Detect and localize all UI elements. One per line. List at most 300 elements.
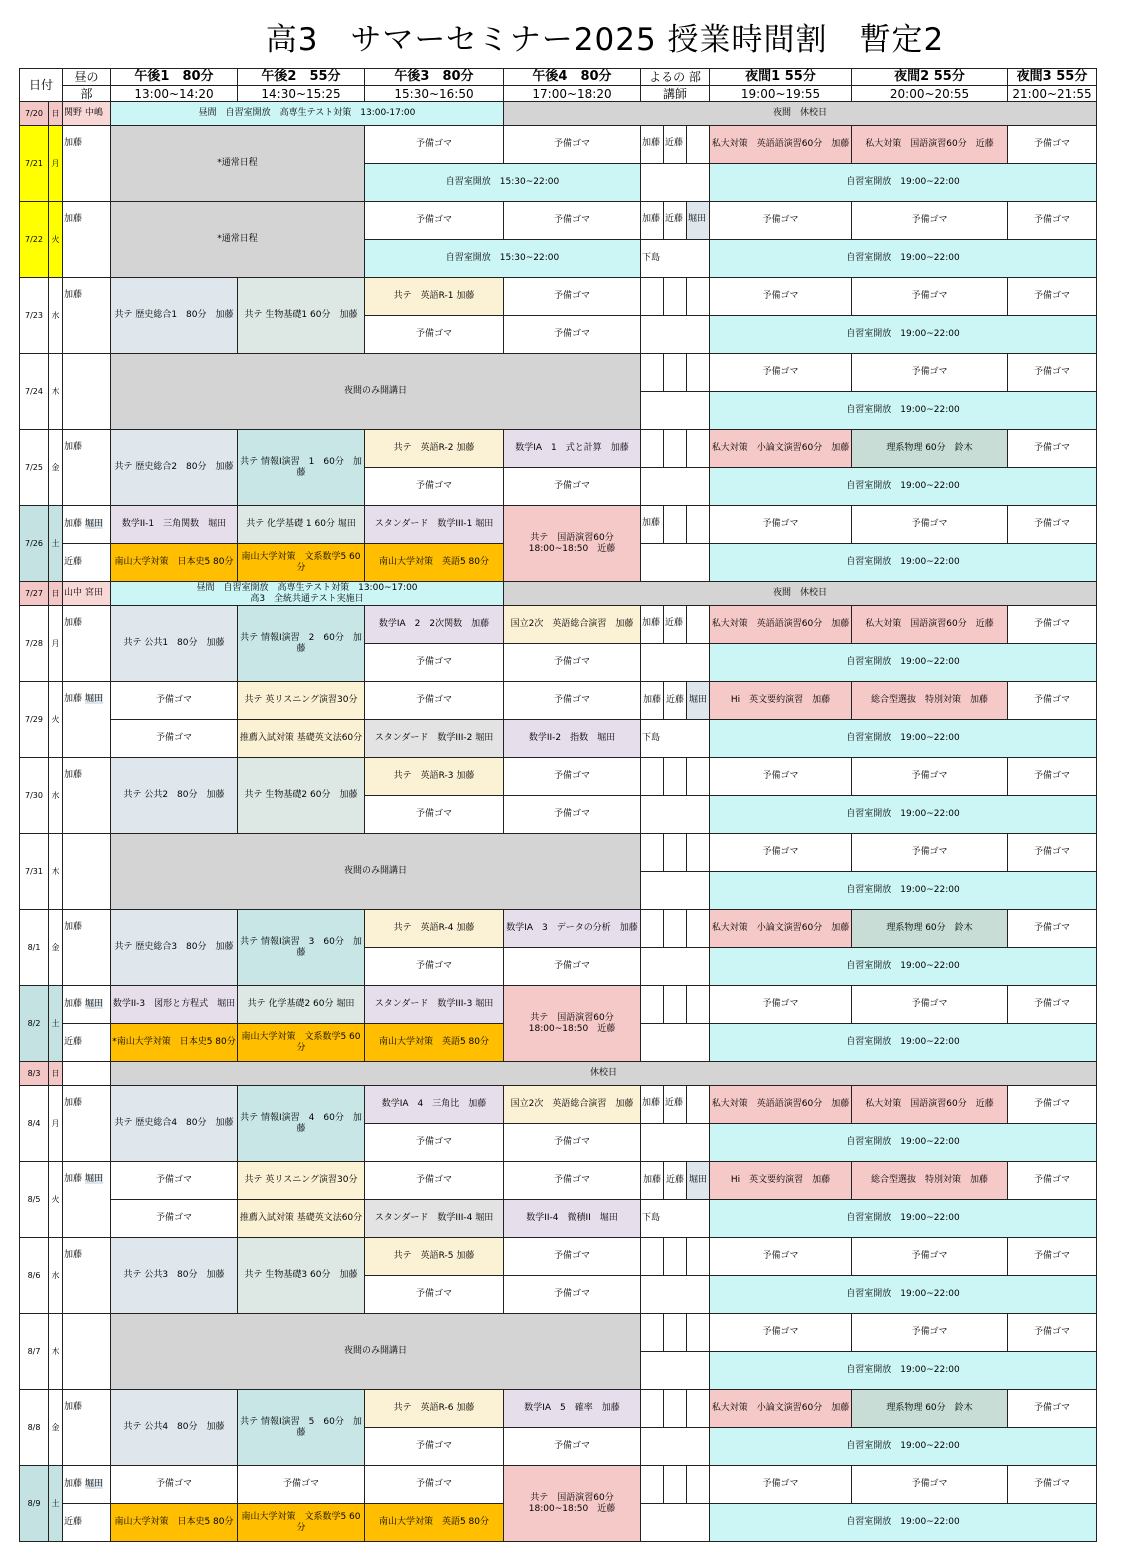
n1-cell: 私大対策 英語語演習60分 加藤 (710, 126, 852, 164)
header-p1: 午後1 80分 (111, 69, 238, 86)
day-session (111, 102, 504, 126)
p1-cell: 共テ 公共2 80分 加藤 (111, 758, 238, 834)
date-cell: 8/9 (20, 1466, 49, 1542)
night-study-room: 自習室開放 19:00~22:00 (710, 1124, 1097, 1162)
weekday-cell: 火 (49, 682, 63, 758)
teacher-cell: 加藤 (63, 1086, 111, 1162)
n3-cell: 予備ゴマ (1008, 682, 1097, 720)
p3-cell: 予備ゴマ (365, 1124, 504, 1162)
n2-cell: 理系物理 60分 鈴木 (852, 910, 1008, 948)
teacher-name: 加藤 (64, 519, 83, 529)
teacher-cell: 加藤 (63, 758, 111, 834)
weekday-cell: 火 (49, 1162, 63, 1238)
date-cell: 8/4 (20, 1086, 49, 1162)
p3-cell: 共テ 英語R-1 加藤 (365, 278, 504, 316)
weekday-cell: 日 (49, 102, 63, 126)
n1-cell: Hi 英文要約演習 加藤 (710, 682, 852, 720)
night-teacher: 堀田 (687, 682, 710, 720)
night-study-room: 自習室開放 19:00~22:00 (710, 240, 1097, 278)
night-closed: 夜間 休校日 (504, 582, 1097, 606)
n2-cell: 予備ゴマ (852, 1466, 1008, 1504)
header-date: 日付 (20, 69, 63, 102)
night-teacher: 加藤 (641, 1162, 664, 1200)
night-teacher (687, 758, 710, 796)
p3-cell: スタンダード 数学III-3 堀田 (365, 986, 504, 1024)
weekday-cell: 金 (49, 430, 63, 506)
p1-cell: 予備ゴマ (111, 1466, 238, 1504)
weekday-cell: 日 (49, 582, 63, 606)
n2-cell: 予備ゴマ (852, 354, 1008, 392)
day-session (111, 582, 504, 606)
session-label: 昼間 自習室開放 高専生テスト対策 13:00~17:00 (196, 582, 418, 593)
night-teacher (641, 948, 710, 986)
p3-cell: 共テ 英語R-5 加藤 (365, 1238, 504, 1276)
p2-cell: 共テ 化学基礎2 60分 堀田 (238, 986, 365, 1024)
night-teacher (641, 1024, 710, 1062)
teacher-cell (63, 102, 111, 126)
night-teacher (687, 1086, 710, 1124)
teacher-name: 堀田 (85, 694, 104, 704)
date-cell: 8/8 (20, 1390, 49, 1466)
night-teacher (664, 278, 687, 316)
header-p3-time: 15:30~16:50 (365, 86, 504, 102)
n3-cell: 予備ゴマ (1008, 430, 1097, 468)
p4-cell: 共テ 国語演習60分 18:00~18:50 近藤 (504, 986, 641, 1062)
weekday-cell: 土 (49, 986, 63, 1062)
date-cell: 7/26 (20, 506, 49, 582)
night-teacher (664, 1390, 687, 1428)
n1-cell: 予備ゴマ (710, 278, 852, 316)
teacher-cell (63, 1466, 111, 1504)
header-n3: 夜間3 55分 (1008, 69, 1097, 86)
night-teacher (664, 1314, 687, 1352)
night-teacher (641, 1276, 710, 1314)
night-teacher (641, 354, 664, 392)
p2-cell: 南山大学対策 文系数学5 60分 (238, 544, 365, 582)
p3-cell: 予備ゴマ (365, 948, 504, 986)
p2-cell: 予備ゴマ (238, 1466, 365, 1504)
header-p1-time: 13:00~14:20 (111, 86, 238, 102)
p2-cell: 共テ 英リスニング演習30分 (238, 682, 365, 720)
n3-cell: 予備ゴマ (1008, 354, 1097, 392)
n1-cell: 予備ゴマ (710, 506, 852, 544)
p3-cell: 予備ゴマ (365, 202, 504, 240)
p1-cell: 共テ 歴史総合2 80分 加藤 (111, 430, 238, 506)
night-closed: 夜間 休校日 (504, 102, 1097, 126)
p4-cell: 予備ゴマ (504, 948, 641, 986)
p4-cell: 予備ゴマ (504, 682, 641, 720)
night-teacher (664, 758, 687, 796)
n3-cell: 予備ゴマ (1008, 202, 1097, 240)
p4-cell: 予備ゴマ (504, 316, 641, 354)
teacher-cell: 加藤 (63, 606, 111, 682)
n1-cell: 私大対策 小論文演習60分 加藤 (710, 1390, 852, 1428)
p4-cell: 国立2次 英語総合演習 加藤 (504, 1086, 641, 1124)
n3-cell: 予備ゴマ (1008, 1314, 1097, 1352)
p3-cell: 南山大学対策 英語5 80分 (365, 1024, 504, 1062)
night-teacher (687, 1314, 710, 1352)
p3-cell: 数学IA 2 2次関数 加藤 (365, 606, 504, 644)
night-study-room: 自習室開放 19:00~22:00 (710, 544, 1097, 582)
teacher-cell: 加藤 (63, 1390, 111, 1466)
n1-cell: 私大対策 英語語演習60分 加藤 (710, 606, 852, 644)
p3-cell: 予備ゴマ (365, 796, 504, 834)
p3-cell: 予備ゴマ (365, 644, 504, 682)
teacher-cell (63, 1062, 111, 1086)
header-p2-time: 14:30~15:25 (238, 86, 365, 102)
p4-cell: 共テ 国語演習60分 18:00~18:50 近藤 (504, 506, 641, 582)
date-cell: 7/31 (20, 834, 49, 910)
night-teacher (641, 544, 710, 582)
p1-cell: 南山大学対策 日本史5 80分 (111, 544, 238, 582)
p2-cell: 共テ 生物基礎1 60分 加藤 (238, 278, 365, 354)
date-cell: 8/3 (20, 1062, 49, 1086)
p4-cell: 予備ゴマ (504, 126, 641, 164)
n3-cell: 予備ゴマ (1008, 986, 1097, 1024)
p3-cell: 共テ 英語R-4 加藤 (365, 910, 504, 948)
weekday-cell: 土 (49, 506, 63, 582)
n1-cell: 私大対策 小論文演習60分 加藤 (710, 430, 852, 468)
n2-cell: 私大対策 国語演習60分 近藤 (852, 1086, 1008, 1124)
weekday-cell: 水 (49, 1238, 63, 1314)
night-study-room: 自習室開放 19:00~22:00 (710, 1276, 1097, 1314)
p1-cell: 共テ 歴史総合4 80分 加藤 (111, 1086, 238, 1162)
header-p4-time: 17:00~18:20 (504, 86, 641, 102)
p1-cell: 数学II-1 三角関数 堀田 (111, 506, 238, 544)
teacher-cell (63, 682, 111, 758)
p4-cell: 共テ 国語演習60分 18:00~18:50 近藤 (504, 1466, 641, 1542)
p1-cell: 共テ 公共1 80分 加藤 (111, 606, 238, 682)
header-hiru: 昼の (63, 69, 111, 86)
teacher-cell: 加藤 (63, 1238, 111, 1314)
night-study-room: 自習室開放 19:00~22:00 (710, 316, 1097, 354)
night-study-room: 自習室開放 19:00~22:00 (710, 1504, 1097, 1542)
p4-cell: 予備ゴマ (504, 796, 641, 834)
n3-cell: 予備ゴマ (1008, 758, 1097, 796)
n2-cell: 予備ゴマ (852, 278, 1008, 316)
teacher-name: 堀田 (85, 1479, 104, 1489)
date-cell: 7/21 (20, 126, 49, 202)
p3-cell: 共テ 英語R-6 加藤 (365, 1390, 504, 1428)
p1-cell: 共テ 公共4 80分 加藤 (111, 1390, 238, 1466)
night-teacher (687, 986, 710, 1024)
teacher-name: 堀田 (85, 519, 104, 529)
p4-cell: 数学IA 3 データの分析 加藤 (504, 910, 641, 948)
p4-cell: 数学II-2 指数 堀田 (504, 720, 641, 758)
date-cell: 7/28 (20, 606, 49, 682)
study-room: 自習室開放 15:30~22:00 (365, 164, 641, 202)
night-teacher (641, 1390, 664, 1428)
night-teacher: 近藤 (664, 126, 687, 164)
weekday-cell: 金 (49, 1390, 63, 1466)
n2-cell: 総合型選抜 特別対策 加藤 (852, 682, 1008, 720)
p1-cell: 共テ 歴史総合3 80分 加藤 (111, 910, 238, 986)
session-label: 高3 全統共通テスト実施日 (250, 593, 364, 604)
night-teacher (641, 758, 664, 796)
weekday-cell: 水 (49, 758, 63, 834)
page-title: 高3 サマーセミナー2025 授業時間割 暫定2 (265, 22, 945, 58)
night-teacher (641, 1466, 664, 1504)
n3-cell: 予備ゴマ (1008, 910, 1097, 948)
teacher-cell: 近藤 (63, 1504, 111, 1542)
teacher-name: 加藤 (64, 1174, 83, 1184)
teacher-cell (63, 986, 111, 1024)
normal-schedule: *通常日程 (111, 126, 365, 202)
teacher-name: 堀田 (85, 999, 104, 1009)
night-only: 夜間のみ開講日 (111, 834, 641, 910)
night-teacher: 加藤 (641, 606, 664, 644)
n2-cell: 予備ゴマ (852, 1238, 1008, 1276)
night-teacher: 加藤 (641, 202, 664, 240)
teacher-name: 堀田 (85, 1174, 104, 1184)
night-teacher (664, 430, 687, 468)
date-cell: 8/1 (20, 910, 49, 986)
p4-cell: 数学II-4 微積II 堀田 (504, 1200, 641, 1238)
teacher-cell (63, 834, 111, 910)
p2-cell: 共テ 情報I演習 3 60分 加藤 (238, 910, 365, 986)
p3-cell: スタンダード 数学III-1 堀田 (365, 506, 504, 544)
night-study-room: 自習室開放 19:00~22:00 (710, 796, 1097, 834)
night-teacher (687, 834, 710, 872)
night-only: 夜間のみ開講日 (111, 354, 641, 430)
night-teacher (664, 986, 687, 1024)
n2-cell: 総合型選抜 特別対策 加藤 (852, 1162, 1008, 1200)
teacher-name: 加藤 (64, 1479, 83, 1489)
date-cell: 7/23 (20, 278, 49, 354)
n2-cell: 予備ゴマ (852, 986, 1008, 1024)
night-teacher (641, 392, 710, 430)
p4-cell: 予備ゴマ (504, 1276, 641, 1314)
night-teacher: 加藤 (641, 682, 664, 720)
teacher-cell (63, 506, 111, 544)
night-teacher (664, 506, 687, 544)
date-cell: 7/30 (20, 758, 49, 834)
p4-cell: 予備ゴマ (504, 202, 641, 240)
night-study-room: 自習室開放 19:00~22:00 (710, 392, 1097, 430)
night-teacher (641, 278, 664, 316)
n1-cell: 予備ゴマ (710, 354, 852, 392)
teacher-cell: 加藤 (63, 278, 111, 354)
night-teacher (641, 644, 710, 682)
n1-cell: 予備ゴマ (710, 1466, 852, 1504)
p3-cell: 予備ゴマ (365, 682, 504, 720)
p4-cell: 予備ゴマ (504, 758, 641, 796)
night-study-room: 自習室開放 19:00~22:00 (710, 872, 1097, 910)
n2-cell: 理系物理 60分 鈴木 (852, 1390, 1008, 1428)
night-study-room: 自習室開放 19:00~22:00 (710, 468, 1097, 506)
night-study-room: 自習室開放 19:00~22:00 (710, 948, 1097, 986)
night-teacher: 近藤 (664, 202, 687, 240)
teacher-cell: 近藤 (63, 1024, 111, 1062)
night-teacher (687, 506, 710, 544)
p2-cell: 南山大学対策 文系数学5 60分 (238, 1024, 365, 1062)
date-cell: 7/29 (20, 682, 49, 758)
teacher-cell: 加藤 (63, 910, 111, 986)
n3-cell: 予備ゴマ (1008, 1162, 1097, 1200)
p4-cell: 予備ゴマ (504, 1124, 641, 1162)
night-teacher (641, 164, 710, 202)
date-cell: 8/6 (20, 1238, 49, 1314)
weekday-cell: 木 (49, 354, 63, 430)
teacher-cell (63, 1162, 111, 1238)
teacher-name: 宮田 (85, 588, 104, 598)
teacher-cell: 加藤 (63, 202, 111, 278)
night-teacher (664, 354, 687, 392)
weekday-cell: 土 (49, 1466, 63, 1542)
night-teacher (641, 1504, 710, 1542)
weekday-cell: 木 (49, 834, 63, 910)
n1-cell: 予備ゴマ (710, 202, 852, 240)
p2-cell: 共テ 化学基礎 1 60分 堀田 (238, 506, 365, 544)
p2-cell: 共テ 情報I演習 2 60分 加藤 (238, 606, 365, 682)
n3-cell: 予備ゴマ (1008, 1238, 1097, 1276)
p1-cell: 予備ゴマ (111, 1200, 238, 1238)
teacher-cell: 加藤 (63, 430, 111, 506)
header-n2-time: 20:00~20:55 (852, 86, 1008, 102)
p1-cell: 予備ゴマ (111, 682, 238, 720)
night-teacher: 下島 (641, 240, 710, 278)
n1-cell: 予備ゴマ (710, 1314, 852, 1352)
night-teacher (641, 1352, 710, 1390)
p3-cell: スタンダード 数学III-2 堀田 (365, 720, 504, 758)
night-teacher: 近藤 (664, 1162, 687, 1200)
timetable (19, 68, 1097, 1542)
date-cell: 7/20 (20, 102, 49, 126)
n1-cell: Hi 英文要約演習 加藤 (710, 1162, 852, 1200)
p2-cell: 推薦入試対策 基礎英文法60分 (238, 1200, 365, 1238)
p2-cell: 共テ 生物基礎2 60分 加藤 (238, 758, 365, 834)
night-teacher: 加藤 (641, 126, 664, 164)
date-cell: 8/7 (20, 1314, 49, 1390)
p2-cell: 共テ 情報I演習 4 60分 加藤 (238, 1086, 365, 1162)
night-teacher: 堀田 (687, 1162, 710, 1200)
teacher-cell (63, 582, 111, 606)
night-teacher (687, 354, 710, 392)
p2-cell: 共テ 情報I演習 5 60分 加藤 (238, 1390, 365, 1466)
study-room: 自習室開放 15:30~22:00 (365, 240, 641, 278)
teacher-cell: 加藤 (63, 126, 111, 202)
night-teacher: 加藤 (641, 1086, 664, 1124)
p1-cell: 予備ゴマ (111, 1162, 238, 1200)
weekday-cell: 火 (49, 202, 63, 278)
date-cell: 7/27 (20, 582, 49, 606)
header-p3: 午後3 80分 (365, 69, 504, 86)
teacher-name: 関野 (64, 108, 83, 118)
night-teacher (641, 1314, 664, 1352)
night-study-room: 自習室開放 19:00~22:00 (710, 1428, 1097, 1466)
n2-cell: 私大対策 国語演習60分 近藤 (852, 606, 1008, 644)
n2-cell: 理系物理 60分 鈴木 (852, 430, 1008, 468)
night-teacher: 堀田 (687, 202, 710, 240)
weekday-cell: 日 (49, 1062, 63, 1086)
p3-cell: 予備ゴマ (365, 468, 504, 506)
date-cell: 8/2 (20, 986, 49, 1062)
night-teacher: 加藤 (641, 506, 664, 544)
weekday-cell: 月 (49, 126, 63, 202)
normal-schedule: *通常日程 (111, 202, 365, 278)
n1-cell: 私大対策 小論文演習60分 加藤 (710, 910, 852, 948)
n1-cell: 予備ゴマ (710, 834, 852, 872)
weekday-cell: 月 (49, 606, 63, 682)
p1-cell: 南山大学対策 日本史5 80分 (111, 1504, 238, 1542)
night-teacher (664, 1466, 687, 1504)
teacher-name: 加藤 (64, 694, 83, 704)
night-teacher (664, 1238, 687, 1276)
night-teacher (641, 468, 710, 506)
night-teacher (687, 430, 710, 468)
teacher-cell (63, 1314, 111, 1390)
night-teacher: 近藤 (664, 606, 687, 644)
p3-cell: 南山大学対策 英語5 80分 (365, 544, 504, 582)
p3-cell: 予備ゴマ (365, 126, 504, 164)
header-n1-time: 19:00~19:55 (710, 86, 852, 102)
teacher-name: 加藤 (64, 999, 83, 1009)
n3-cell: 予備ゴマ (1008, 1466, 1097, 1504)
weekday-cell: 月 (49, 1086, 63, 1162)
date-cell: 8/5 (20, 1162, 49, 1238)
p2-cell: 共テ 英リスニング演習30分 (238, 1162, 365, 1200)
p1-cell: 共テ 歴史総合1 80分 加藤 (111, 278, 238, 354)
night-teacher (687, 606, 710, 644)
night-teacher (641, 910, 664, 948)
teacher-cell: 近藤 (63, 544, 111, 582)
n2-cell: 予備ゴマ (852, 758, 1008, 796)
night-teacher (687, 126, 710, 164)
n3-cell: 予備ゴマ (1008, 834, 1097, 872)
night-teacher (641, 1124, 710, 1162)
n1-cell: 予備ゴマ (710, 986, 852, 1024)
p2-cell: 推薦入試対策 基礎英文法60分 (238, 720, 365, 758)
n2-cell: 予備ゴマ (852, 506, 1008, 544)
n1-cell: 私大対策 英語語演習60分 加藤 (710, 1086, 852, 1124)
n2-cell: 予備ゴマ (852, 834, 1008, 872)
night-teacher (641, 430, 664, 468)
session-label: 昼間 自習室開放 高専生テスト対策 13:00-17:00 (198, 108, 416, 118)
weekday-cell: 金 (49, 910, 63, 986)
date-cell: 7/22 (20, 202, 49, 278)
p3-cell: 予備ゴマ (365, 1428, 504, 1466)
n3-cell: 予備ゴマ (1008, 606, 1097, 644)
n3-cell: 予備ゴマ (1008, 1390, 1097, 1428)
p2-cell: 共テ 情報I演習 1 60分 加藤 (238, 430, 365, 506)
p1-cell: 共テ 公共3 80分 加藤 (111, 1238, 238, 1314)
n1-cell: 予備ゴマ (710, 1238, 852, 1276)
teacher-name: 山中 (64, 588, 83, 598)
night-teacher (641, 834, 664, 872)
night-teacher: 下島 (641, 1200, 710, 1238)
teacher-cell (63, 354, 111, 430)
teacher-name: 中嶋 (85, 108, 104, 118)
header-n1: 夜間1 55分 (710, 69, 852, 86)
night-teacher: 近藤 (664, 682, 687, 720)
night-teacher (641, 796, 710, 834)
p4-cell: 数学IA 5 確率 加藤 (504, 1390, 641, 1428)
p3-cell: スタンダード 数学III-4 堀田 (365, 1200, 504, 1238)
night-teacher (641, 1238, 664, 1276)
night-study-room: 自習室開放 19:00~22:00 (710, 1352, 1097, 1390)
n1-cell: 予備ゴマ (710, 758, 852, 796)
p3-cell: 予備ゴマ (365, 316, 504, 354)
n2-cell: 予備ゴマ (852, 202, 1008, 240)
n3-cell: 予備ゴマ (1008, 126, 1097, 164)
header-n3-time: 21:00~21:55 (1008, 86, 1097, 102)
weekday-cell: 木 (49, 1314, 63, 1390)
weekday-cell: 水 (49, 278, 63, 354)
night-teacher: 下島 (641, 720, 710, 758)
header-yoru: よるの 部 (641, 69, 710, 86)
night-teacher (687, 278, 710, 316)
night-teacher (687, 1390, 710, 1428)
